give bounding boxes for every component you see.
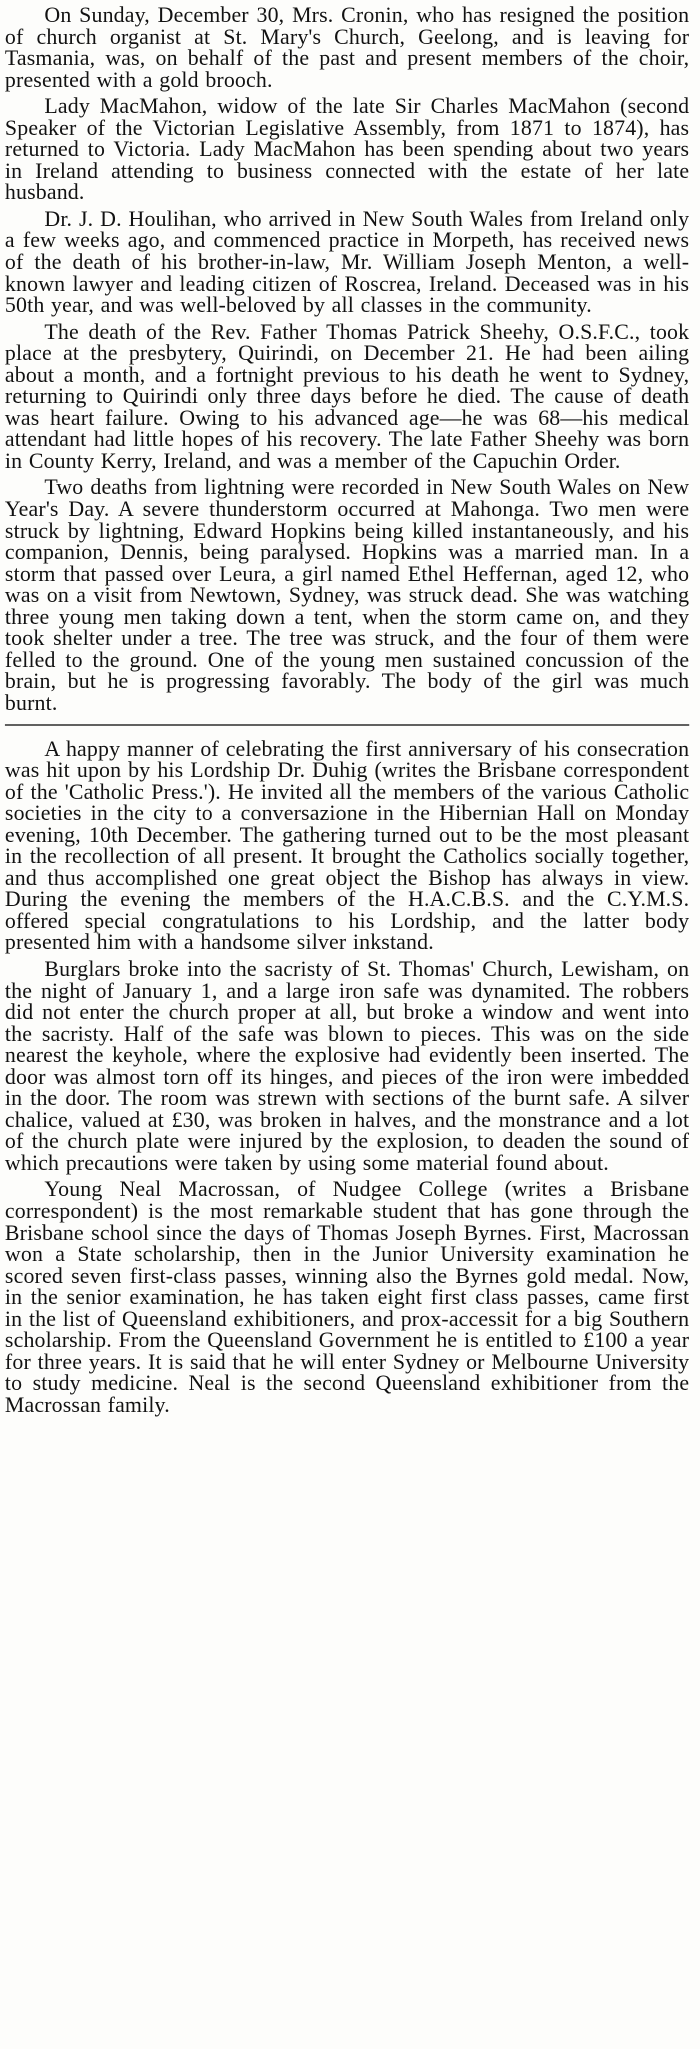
news-item-lightning: Two deaths from lightning were recorded in New South Wales on New Year's Day. A severe thunderstorm occurred at Mahonga. Two men were struck by lightning, Edward Hopkins being killed instantaneously, and his companion, Dennis, being paralysed. Hopkins was a married man. In a storm that passed over Leura, a girl named Ethel Heffernan, aged 12, who was on a visit from Newtown, Sydney, was struck dead. She was watching three young men taking down a tent, when the storm came on, and they took shelter under a tree. The tree was struck, and the four of them were felled to the ground. One of the young men sustained concussion of the brain, but he is progressing favorably. The body of the girl was much burnt. — [4, 474, 690, 715]
news-item-duhig: A happy manner of celebrating the first anniversary of his consecration was hit upon by his Lordship Dr. Duhig (writes the Brisbane correspondent of the 'Catholic Press.'). He invited all the members of the various Catholic societies in the city to a conversazione in the Hibernian Hall on Monday evening, 10th December. The gathering turned out to be the most pleasant in the recollection of all present. It brought the Catholics socially together, and thus accomplished one great object the Bishop has always in view. During the evening the members of the H.A.C.B.S. and the C.Y.M.S. offered special congratulations to his Lordship, and the latter body presented him with a handsome silver inkstand. — [4, 735, 690, 955]
news-item-macrossan: Young Neal Macrossan, of Nudgee College (writes a Brisbane correspondent) is the most remarkable student that has gone through the Brisbane school since the days of Thomas Joseph Byrnes. First, Macrossan won a State scholarship, then in the Junior University examination he scored seven first-class passes, winning also the Byrnes gold medal. Now, in the senior examination, he has taken eight first class passes, came first in the list of Queensland exhibitioners, and prox-accessit for a big Southern scholarship. From the Queensland Government he is entitled to £100 a year for three years. It is said that he will enter Sydney or Melbourne University to study medicine. Neal is the second Queensland exhibitioner from the Macrossan family. — [4, 1176, 690, 1417]
news-item-macmahon: Lady MacMahon, widow of the late Sir Charles MacMahon (second Speaker of the Victorian Legislative Assembly, from 1871 to 1874), has returned to Victoria. Lady MacMahon has been spending about two years in Ireland attending to business connected with the estate of her late husband. — [4, 93, 690, 205]
news-item-burglars: Burglars broke into the sacristy of St. Thomas' Church, Lewisham, on the night of January 1, and a large iron safe was dynamited. The robbers did not enter the church proper at all, but broke a window and went into the sacristy. Half of the safe was blown to pieces. This was on the side nearest the keyhole, where the explosive had evidently been inserted. The door was almost torn off its hinges, and pieces of the iron were imbedded in the door. The room was strewn with sections of the burnt safe. A silver chalice, valued at £30, was broken in halves, and the monstrance and a lot of the church plate were injured by the explosion, to deaden the sound of which precautions were taken by using some material found about. — [4, 955, 690, 1175]
news-item-sheehy: The death of the Rev. Father Thomas Patrick Sheehy, O.S.F.C., took place at the presbytery, Quirindi, on December 21. He had been ailing about a month, and a fortnight previous to his death he went to Sydney, returning to Quirindi only three days before he died. The cause of death was heart failure. Owing to his advanced age—he was 68—his medical attendant had little hopes of his recovery. The late Father Sheehy was born in County Kerry, Ireland, and was a member of the Capuchin Order. — [4, 318, 690, 473]
news-item-cronin: On Sunday, December 30, Mrs. Cronin, who has resigned the position of church organist at St. Mary's Church, Geelong, and is leaving for Tasmania, was, on behalf of the past and present members of the choir, presented with a gold brooch. — [4, 2, 690, 92]
column-divider — [5, 724, 689, 726]
news-item-houlihan: Dr. J. D. Houlihan, who arrived in New South Wales from Ireland only a few weeks ago, and commenced practice in Morpeth, has received news of the death of his brother-in-law, Mr. William Joseph Menton, a well-known lawyer and leading citizen of Roscrea, Ireland. Deceased was in his 50th year, and was well-beloved by all classes in the community. — [4, 205, 690, 318]
news-column — [0, 4, 695, 1415]
